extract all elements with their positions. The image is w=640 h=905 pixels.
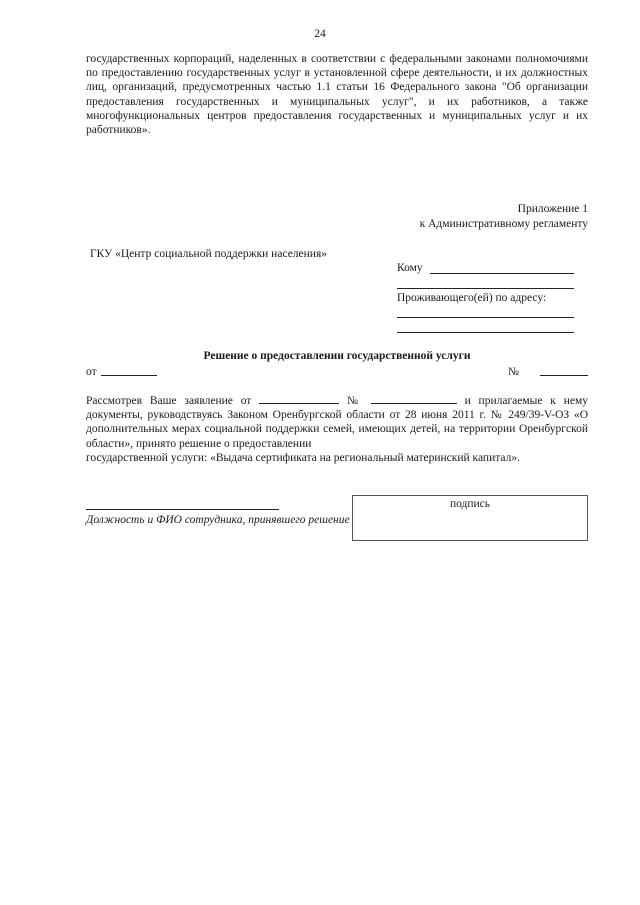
body-text-2: №	[347, 395, 363, 407]
appendix-title: Приложение 1	[517, 203, 588, 215]
intro-paragraph	[86, 52, 588, 137]
body-text-1: Рассмотрев Ваше заявление от	[86, 395, 252, 407]
organization-name: ГКУ «Центр социальной поддержки населения»	[90, 248, 327, 260]
signature-caption: Должность и ФИО сотрудника, принявшего решение	[86, 514, 350, 526]
decision-title: Решение о предоставлении государственной услуги	[203, 350, 471, 362]
page-number: 24	[314, 28, 326, 40]
application-number-line	[371, 393, 457, 404]
signature-position-line	[86, 509, 279, 510]
signature-box-label: подпись	[449, 498, 491, 510]
decision-body-text	[86, 393, 588, 451]
decision-number-line	[540, 375, 588, 376]
application-date-line	[259, 393, 339, 404]
address-field-line	[397, 317, 574, 318]
intro-text: государственных корпораций, наделенных в соответствии с федеральными законами полномочиями по предоставлению государственных услуг в установленной сфере деятельности, и их должностных лиц, организаций, предусмотренных частью 1.1 статьи 16 Федерального закона "Об организации предоставления государственных и муниципальных услуг", и их работников, а также многофункциональных центров предоставления государственных и муниципальных услуг и их работников».	[86, 53, 588, 137]
address-field-line-2	[397, 332, 574, 333]
decision-date-line	[101, 375, 157, 376]
decision-date-label: от	[86, 366, 97, 378]
address-label: Проживающего(ей) по адресу:	[397, 292, 547, 304]
appendix-subtitle: к Административному регламенту	[419, 218, 588, 230]
to-field-line-2	[397, 288, 574, 289]
to-label: Кому	[397, 262, 423, 274]
decision-number-label: №	[508, 366, 519, 378]
decision-body	[86, 393, 588, 465]
body-text-3: и прилагаемые к нему документы, руководствуясь Законом Оренбургской области от 28 июня 2011 г. № 249/39-V-ОЗ «О дополнительных мерах социальной поддержки семей, имеющих детей, на территории Оренбургской области», принято решение о предоставлении	[86, 395, 589, 450]
body-text-4: государственной услуги: «Выдача сертификата на региональный материнский капитал».	[86, 451, 520, 464]
to-field-line	[430, 273, 574, 274]
